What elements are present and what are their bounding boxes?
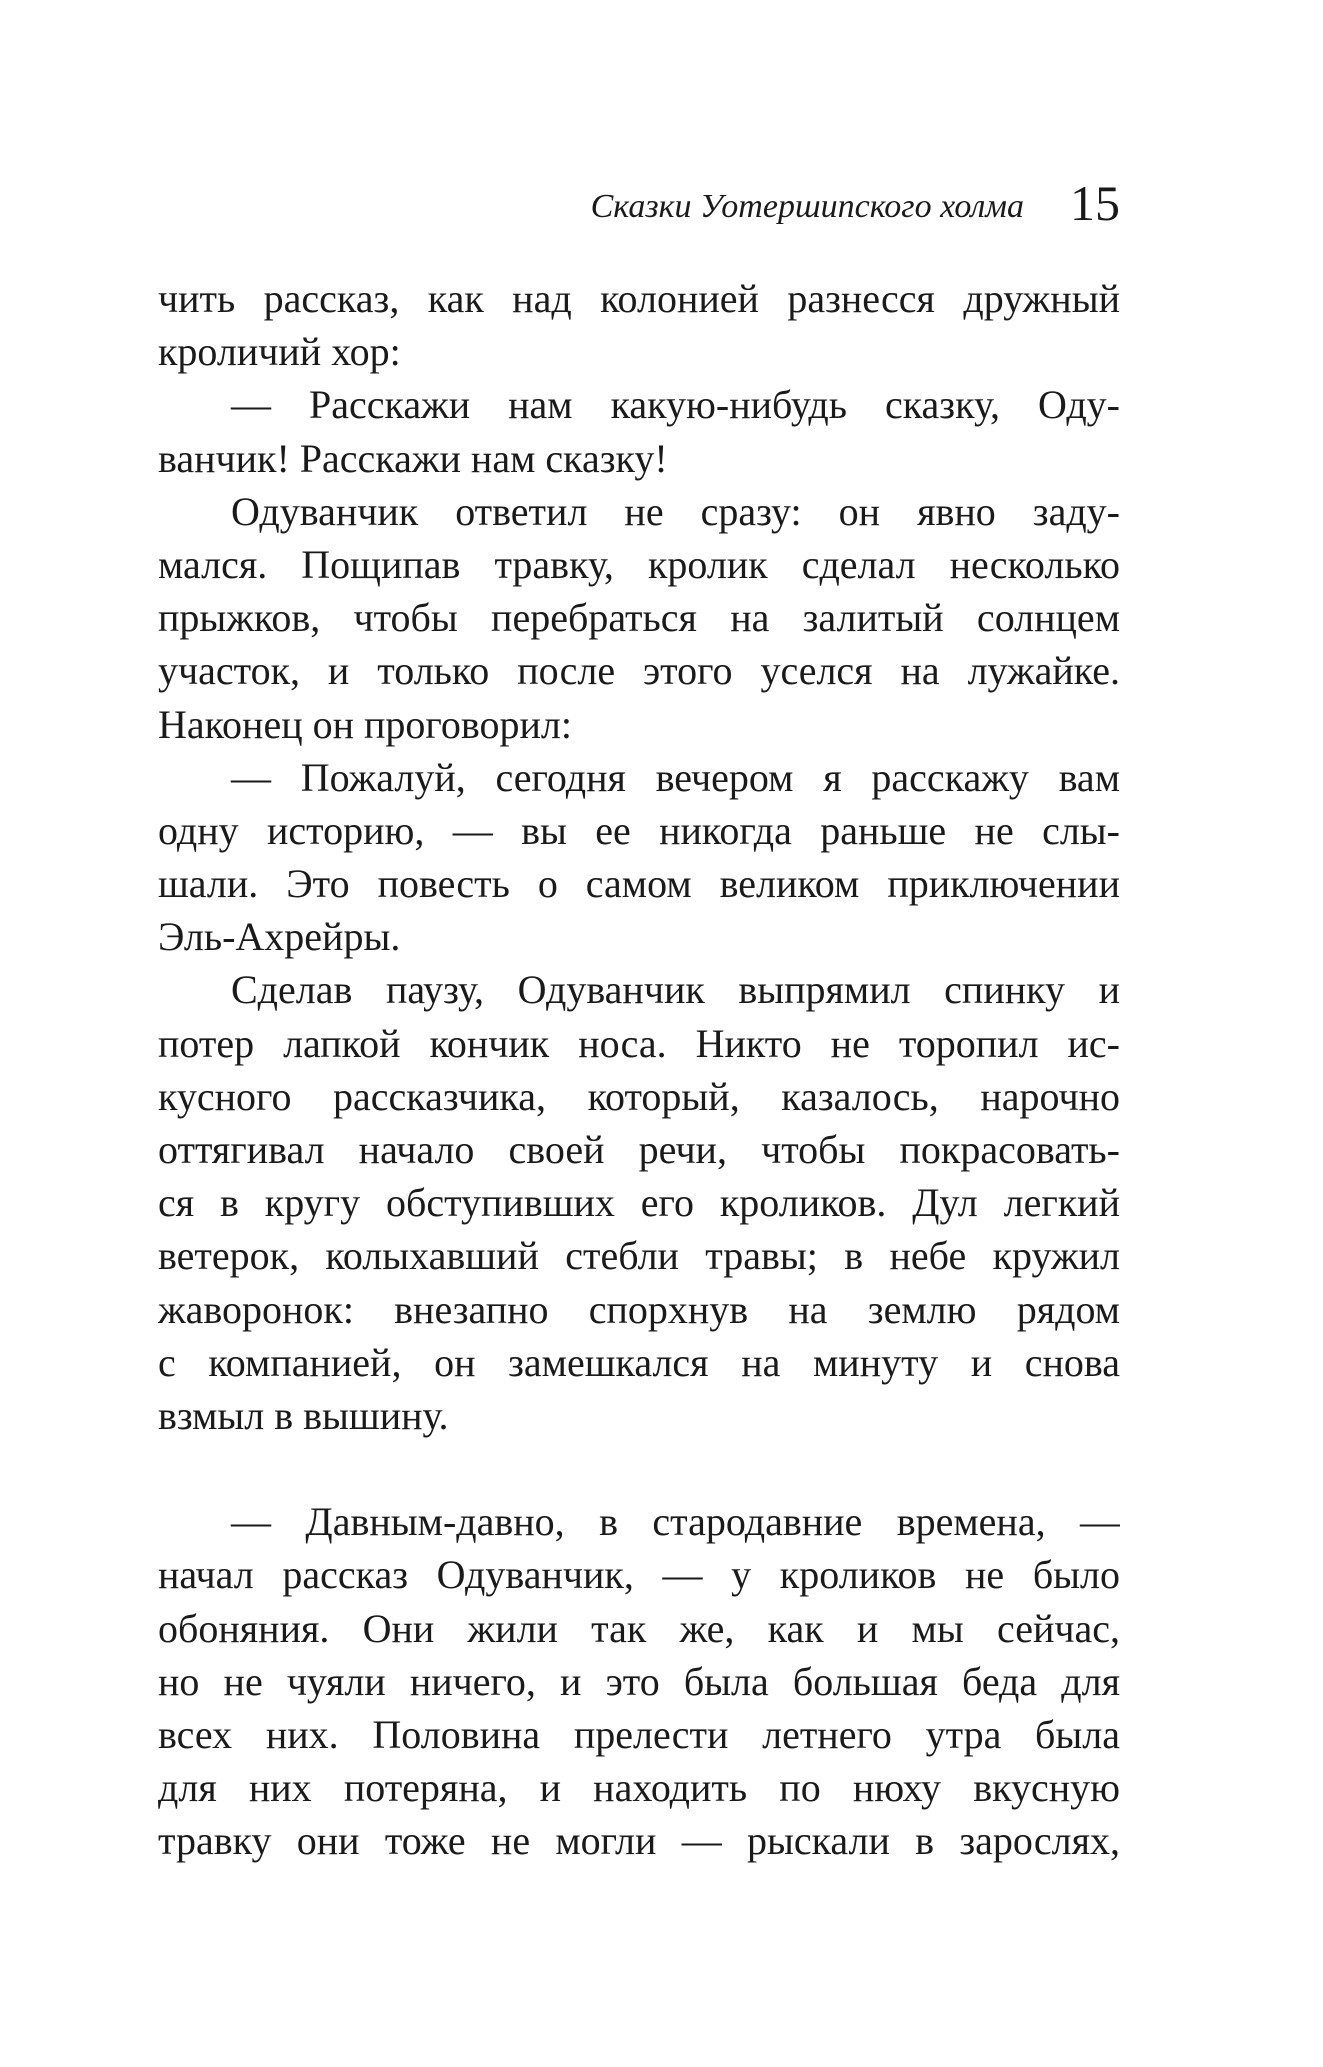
- text-line: Эль-Ахрейры.: [158, 914, 401, 960]
- text-line: травку они тоже не могли — рыскали в зарослях,: [158, 1818, 1120, 1864]
- text-line: потер лапкой кончик носа. Никто не торопил ис-: [158, 1020, 1120, 1066]
- body-text: [158, 272, 1120, 1867]
- text-line: Сделав паузу, Одуванчик выпрямил спинку и: [231, 967, 1120, 1013]
- text-line: шали. Это повесть о самом великом приключении: [158, 861, 1120, 907]
- book-page: [158, 160, 1120, 1960]
- text-line: всех них. Половина прелести летнего утра была: [158, 1711, 1120, 1757]
- text-line: чить рассказ, как над колонией разнесся дружный: [158, 276, 1120, 321]
- text-line: обоняния. Они жили так же, как и мы сейчас,: [158, 1605, 1120, 1651]
- text-line: прыжков, чтобы перебраться на залитый солнцем: [158, 595, 1120, 641]
- text-line: Одуванчик ответил не сразу: он явно заду-: [231, 488, 1120, 534]
- text-line: но не чуяли ничего, и это была большая беда для: [158, 1658, 1120, 1704]
- text-line: ванчик! Расскажи нам сказку!: [158, 435, 668, 481]
- text-line: с компанией, он замешкался на минуту и снова: [158, 1339, 1120, 1385]
- text-line: для них потеряна, и находить по нюху вкусную: [158, 1765, 1120, 1811]
- running-title: Сказки Уотершипского холма: [590, 188, 1024, 225]
- text-line: — Пожалуй, сегодня вечером я расскажу вам: [231, 754, 1120, 800]
- text-line: Наконец он проговорил:: [158, 701, 572, 747]
- text-line: мался. Пощипав травку, кролик сделал несколько: [158, 541, 1120, 587]
- text-line: взмыл в вышину.: [158, 1392, 449, 1438]
- page-number: 15: [1070, 175, 1120, 231]
- text-line: оттягивал начало своей речи, чтобы покрасовать-: [158, 1127, 1120, 1172]
- text-line: начал рассказ Одуванчик, — у кроликов не было: [158, 1552, 1120, 1598]
- text-line: кроличий хор:: [158, 329, 401, 375]
- section-break: [158, 1442, 1120, 1495]
- text-line: ся в кругу обступивших его кроликов. Дул легкий: [158, 1180, 1120, 1226]
- text-line: одну историю, — вы ее никогда раньше не слы-: [158, 807, 1120, 853]
- text-line: — Расскажи нам какую-нибудь сказку, Оду-: [231, 382, 1120, 428]
- text-line: кусного рассказчика, который, казалось, нарочно: [158, 1073, 1120, 1119]
- text-line: жаворонок: внезапно спорхнув на землю рядом: [158, 1286, 1120, 1332]
- text-line: участок, и только после этого уселся на лужайке.: [158, 648, 1120, 694]
- running-head: [158, 160, 1120, 230]
- text-line: — Давным-давно, в стародавние времена, —: [231, 1499, 1120, 1545]
- text-line: ветерок, колыхавший стебли травы; в небе кружил: [158, 1233, 1120, 1279]
